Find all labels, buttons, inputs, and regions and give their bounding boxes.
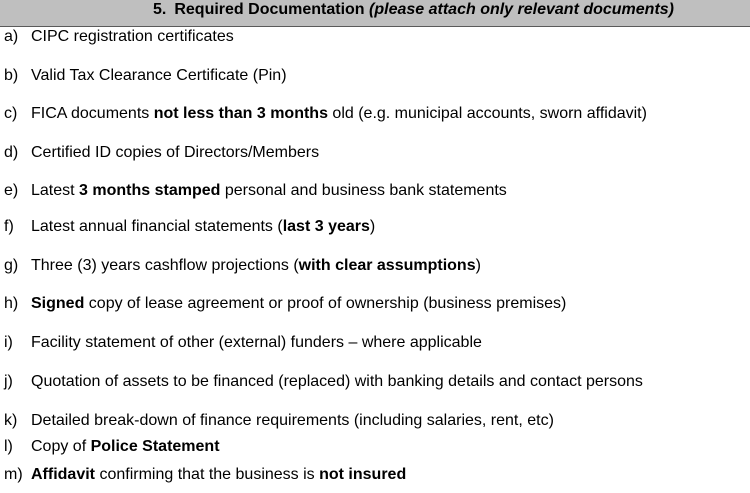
list-item-letter: f) — [4, 218, 14, 235]
section-number: 5. — [153, 1, 167, 18]
list-item-segment: old (e.g. municipal accounts, sworn affidavit) — [327, 105, 647, 122]
list-item-segment: Copy of — [31, 438, 91, 455]
section-title — [153, 1, 674, 19]
list-item-letter: c) — [4, 105, 18, 122]
list-item-segment: ) — [475, 257, 481, 274]
list-item-letter: d) — [4, 144, 19, 161]
list-item-segment: Certified ID copies of Directors/Members — [31, 144, 320, 161]
list-item-letter: l) — [4, 438, 13, 455]
list-item-segment: ) — [369, 218, 376, 235]
list-item-letter: h) — [4, 295, 19, 312]
list-item-text — [31, 144, 319, 162]
list-item-emphasis: Police Statement — [90, 438, 220, 455]
list-item-text — [31, 438, 220, 456]
list-item-emphasis: Signed — [31, 295, 85, 312]
list-item-text — [31, 28, 234, 46]
list-item-segment: FICA documents — [31, 105, 154, 122]
list-item-text — [31, 295, 566, 313]
list-item-letter: g) — [4, 257, 19, 274]
list-item-text — [31, 105, 647, 123]
list-item-emphasis: not insured — [319, 466, 407, 483]
list-item-segment: Latest annual financial statements ( — [31, 218, 283, 235]
list-item-text — [31, 334, 482, 352]
list-item-segment: Facility statement of other (external) funders – where applicable — [31, 334, 482, 351]
section-header — [0, 0, 750, 27]
list-item-segment: copy of lease agreement or proof of ownership (business premises) — [84, 295, 567, 312]
list-item-segment: CIPC registration certificates — [31, 28, 234, 45]
list-item-letter: e) — [4, 182, 19, 199]
list-item-segment: Detailed break-down of finance requirements (including salaries, rent, etc) — [31, 412, 554, 429]
list-item-segment: Quotation of assets to be financed (replaced) with banking details and contact persons — [31, 373, 643, 390]
list-item-text — [31, 218, 375, 236]
list-item-letter: a) — [4, 28, 19, 45]
list-item-text — [31, 67, 287, 85]
list-item-segment: personal and business bank statements — [220, 182, 507, 199]
list-item-text — [31, 412, 554, 430]
list-item-letter: i) — [4, 334, 13, 351]
section-heading: Required Documentation — [174, 1, 365, 18]
list-item-segment: Three (3) years cashflow projections ( — [31, 257, 299, 274]
list-item-emphasis: Affidavit — [31, 466, 95, 483]
list-item-segment: Latest — [31, 182, 80, 199]
list-item-emphasis: not less than 3 months — [153, 105, 328, 122]
list-item-emphasis: with clear assumptions — [298, 257, 476, 274]
list-item-emphasis: last 3 years — [282, 218, 370, 235]
list-item-letter: k) — [4, 412, 18, 429]
list-item-letter: j) — [4, 373, 13, 390]
list-item-text — [31, 257, 481, 275]
list-item-text — [31, 373, 643, 391]
list-item-text — [31, 182, 507, 200]
section-note: (please attach only relevant documents) — [369, 1, 675, 18]
list-item-segment: Valid Tax Clearance Certificate (Pin) — [31, 67, 287, 84]
list-item-letter: m) — [4, 466, 23, 483]
list-item-letter: b) — [4, 67, 19, 84]
list-item-text — [31, 466, 406, 484]
list-item-segment: confirming that the business is — [95, 466, 320, 483]
list-item-emphasis: 3 months stamped — [79, 182, 221, 199]
